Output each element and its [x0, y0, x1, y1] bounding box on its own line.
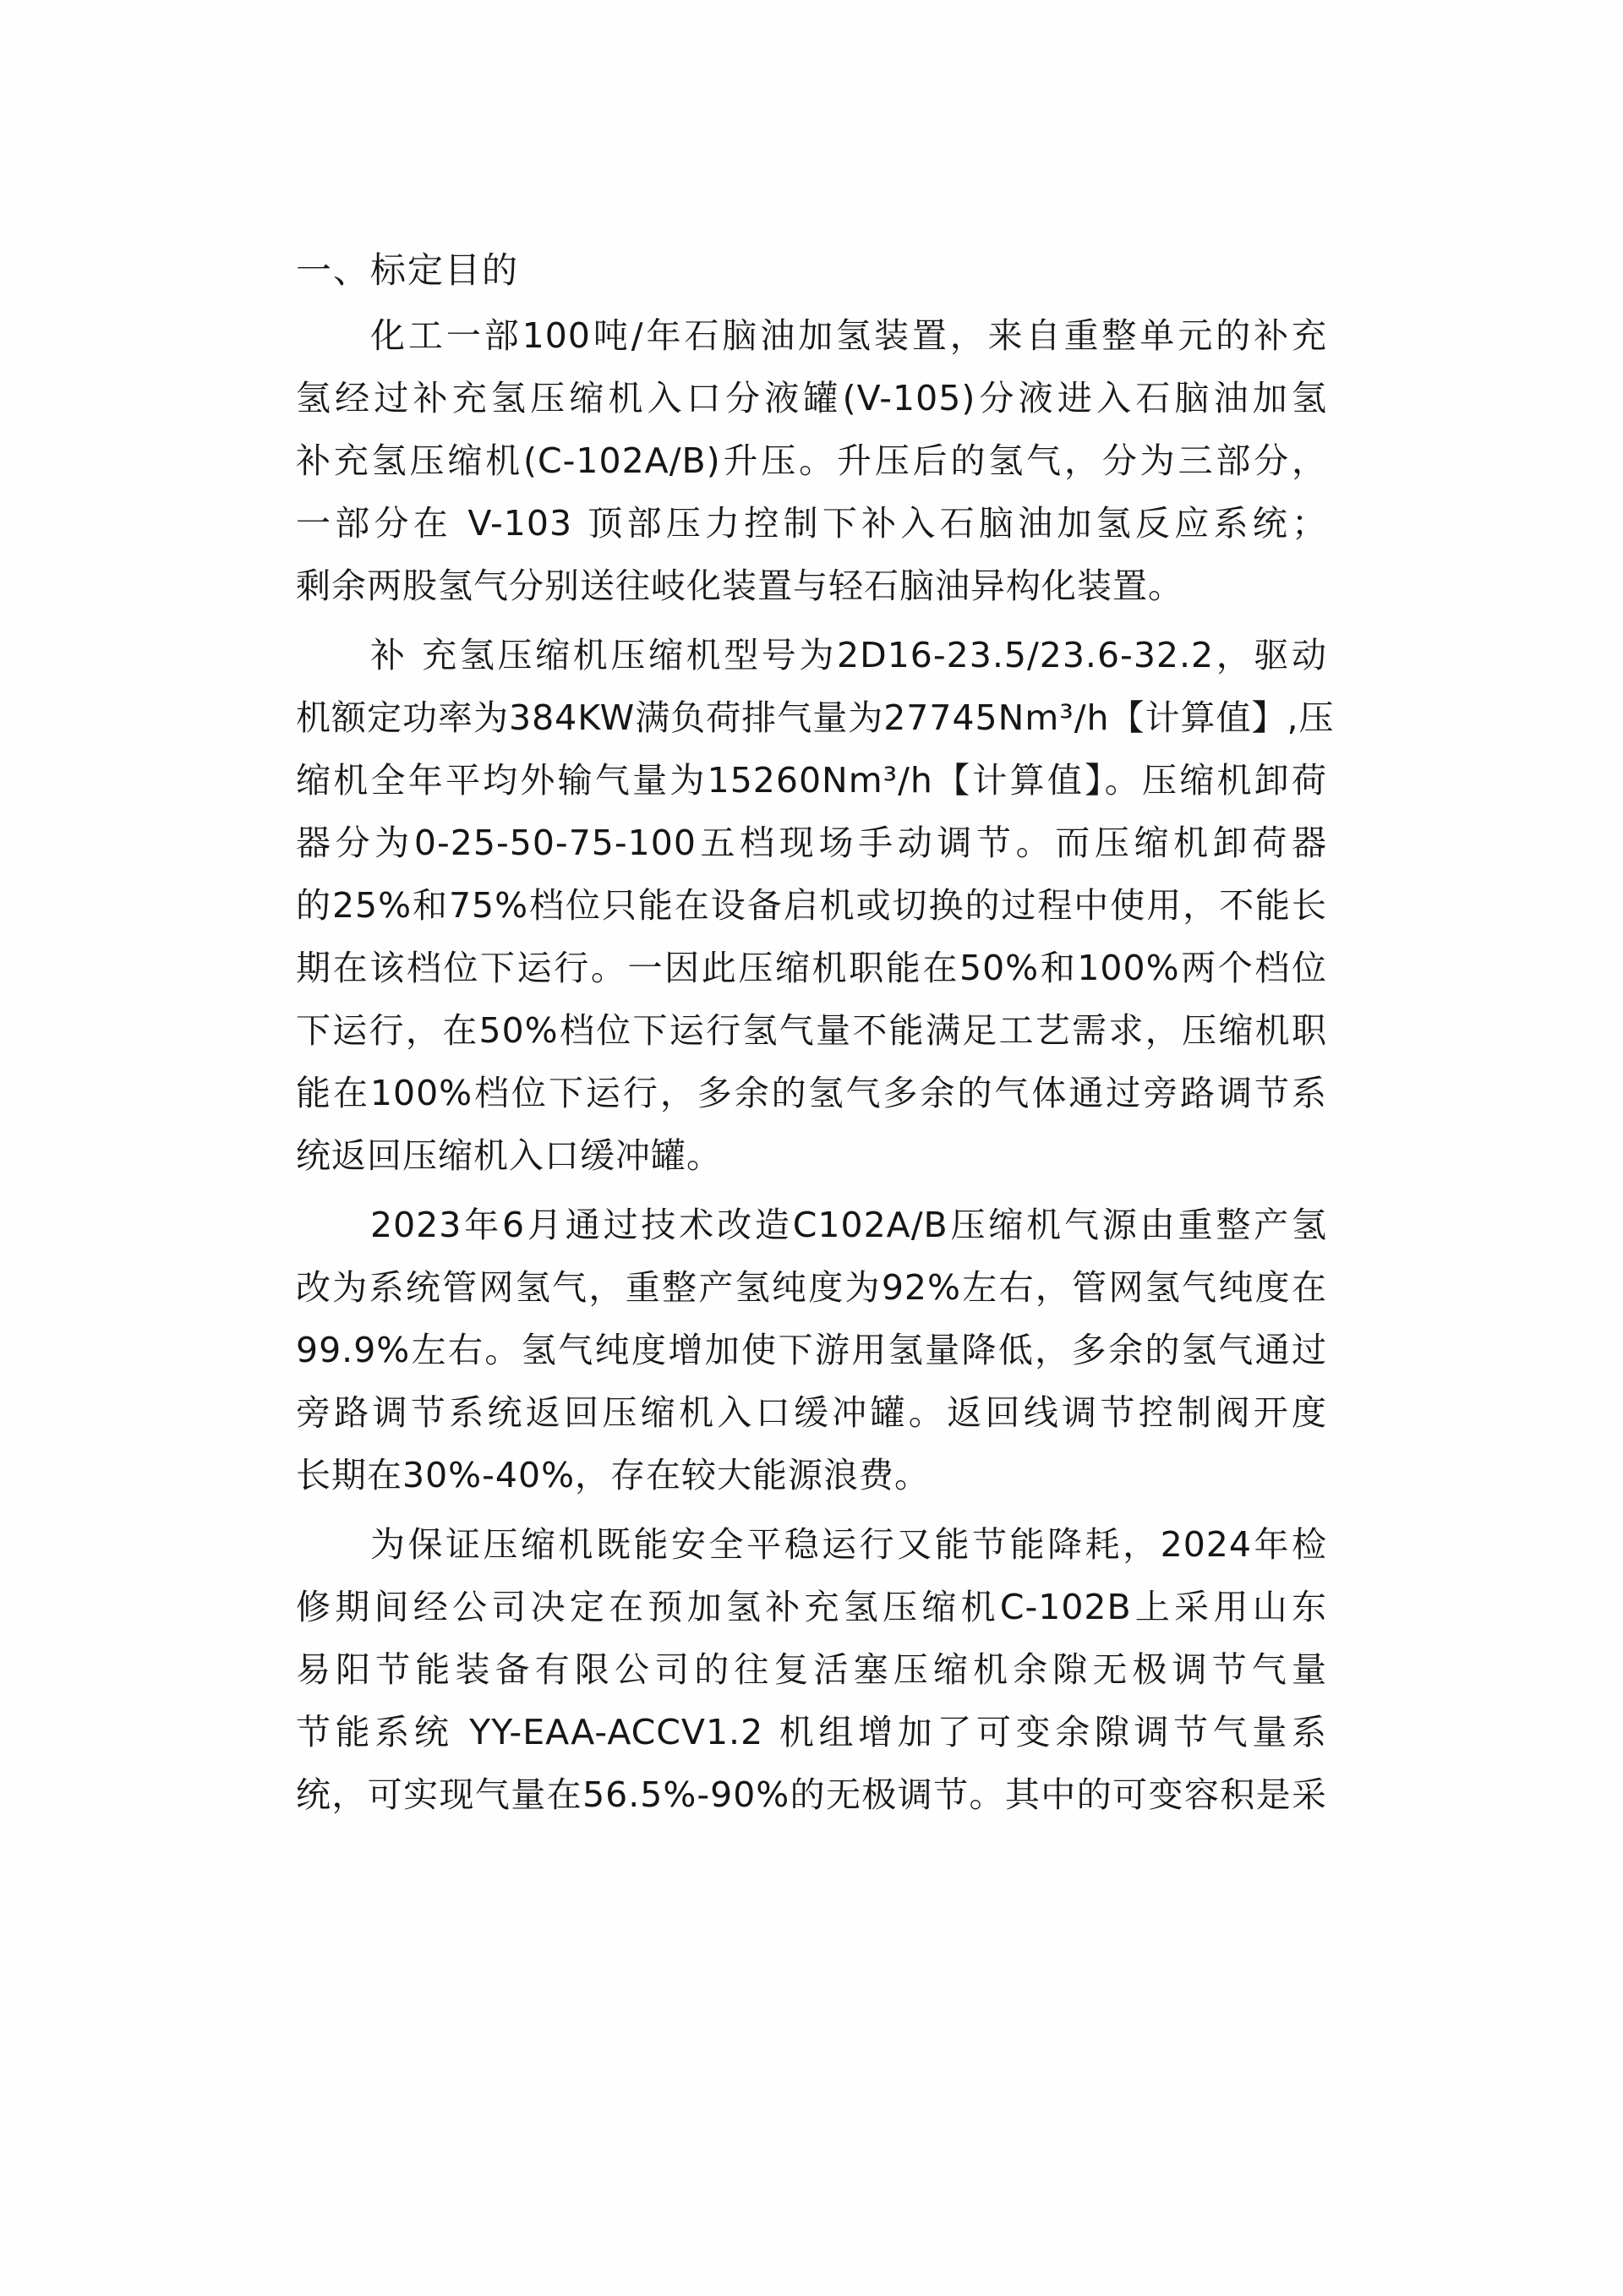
paragraph-1	[296, 304, 1327, 617]
paragraph-3	[296, 1194, 1327, 1506]
text-line: 器分为0-25-50-75-100五档现场手动调节。而压缩机卸荷器	[296, 823, 1327, 863]
paragraph-4	[296, 1513, 1327, 1826]
text-line: 修期间经公司决定在预加氢补充氢压缩机C-102B上采用山东	[296, 1587, 1327, 1627]
text-line: 一部分在 V-103 顶部压力控制下补入石脑油加氢反应系统；	[296, 503, 1327, 544]
text-line: 改为系统管网氢气，重整产氢纯度为92%左右，管网氢气纯度在	[296, 1267, 1327, 1308]
section-heading: 一、标定目的	[296, 249, 520, 291]
text-line: 的25%和75%档位只能在设备启机或切换的过程中使用，不能长	[296, 885, 1327, 926]
text-line: 为保证压缩机既能安全平稳运行又能节能降耗，2024年检	[370, 1524, 1327, 1565]
text-line: 下运行，在50%档位下运行氢气量不能满足工艺需求，压缩机职	[296, 1010, 1327, 1051]
text-line: 长期在30%-40%，存在较大能源浪费。	[296, 1455, 931, 1495]
text-line: 机额定功率为384KW满负荷排气量为27745Nm³/h【计算值】,压	[296, 697, 1335, 738]
text-line: 能在100%档位下运行，多余的氢气多余的气体通过旁路调节系	[296, 1073, 1327, 1113]
text-line: 节能系统 YY-EAA-ACCV1.2 机组增加了可变余隙调节气量系	[296, 1712, 1327, 1752]
text-line: 易阳节能装备有限公司的往复活塞压缩机余隙无极调节气量	[296, 1649, 1327, 1690]
text-line: 期在该档位下运行。一因此压缩机职能在50%和100%两个档位	[296, 948, 1327, 988]
text-line: 旁路调节系统返回压缩机入口缓冲罐。返回线调节控制阀开度	[296, 1392, 1327, 1433]
text-line: 氢经过补充氢压缩机入口分液罐(V-105)分液进入石脑油加氢	[296, 378, 1327, 418]
text-line: 化工一部100吨/年石脑油加氢装置，来自重整单元的补充	[370, 315, 1327, 356]
text-line: 补 充氢压缩机压缩机型号为2D16-23.5/23.6-32.2，驱动	[370, 635, 1327, 675]
text-line: 统返回压缩机入口缓冲罐。	[296, 1135, 722, 1176]
paragraph-2	[296, 624, 1335, 1187]
text-line: 统，可实现气量在56.5%-90%的无极调节。其中的可变容积是采	[296, 1774, 1327, 1815]
text-line: 补充氢压缩机(C-102A/B)升压。升压后的氢气，分为三部分，	[296, 440, 1327, 481]
text-line: 2023年6月通过技术改造C102A/B压缩机气源由重整产氢	[370, 1205, 1327, 1245]
text-line: 剩余两股氢气分别送往岐化装置与轻石脑油异构化装置。	[296, 566, 1183, 606]
text-line: 99.9%左右。氢气纯度增加使下游用氢量降低，多余的氢气通过	[296, 1330, 1327, 1370]
text-line: 缩机全年平均外输气量为15260Nm³/h【计算值】。压缩机卸荷	[296, 760, 1327, 801]
document-body	[296, 304, 1335, 1833]
